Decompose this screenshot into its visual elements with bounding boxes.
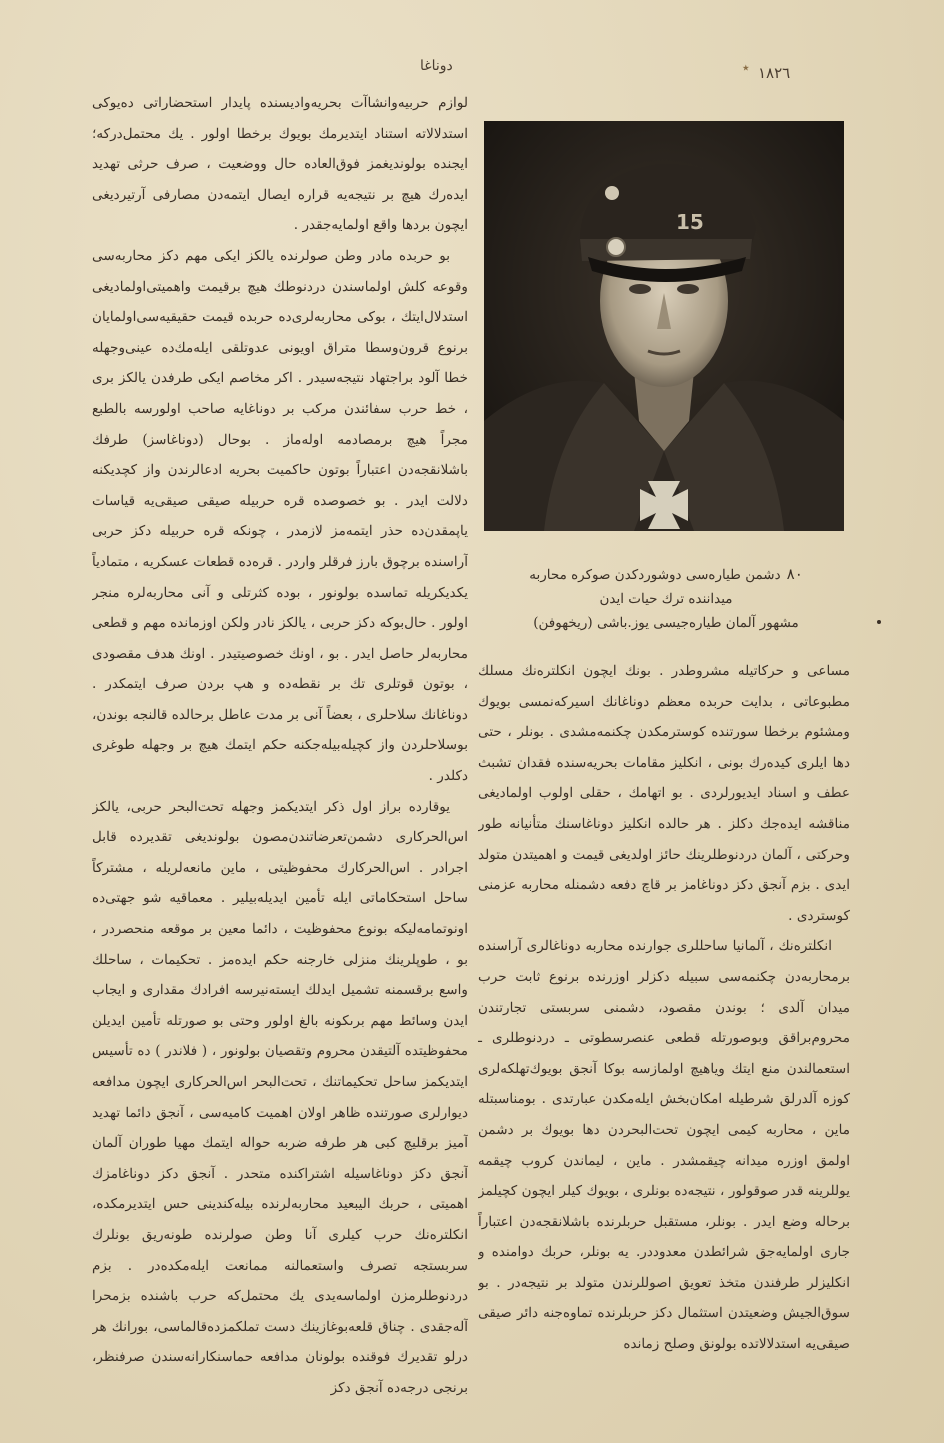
cap-badge: 15: [676, 210, 704, 234]
header-mark: ٭: [742, 60, 750, 76]
figure-number: ٨٠: [786, 565, 803, 583]
caption-text: دشمن طیارەسی دوشوردکدن صوکرە محاربە: [529, 567, 781, 583]
page-number: ١٨٢٦: [758, 64, 791, 82]
portrait-photo: [484, 121, 844, 531]
text-column-left: [92, 88, 468, 1398]
caption-line-3: مشهور آلمان طیارەجیسی یوز.باشی (ریخهوفن): [533, 615, 799, 631]
portrait-figure: [484, 121, 844, 531]
figure-caption: [470, 562, 862, 635]
caption-line-1: [470, 562, 862, 587]
margin-dot: [877, 620, 881, 624]
paragraph: یوقاردە براز اول ذکر ایتدیکمز وجهلە تحت‌البحر حربی، یالکز اس‌الحرکاری دشمن‌تعرضاتندن‌مصون بولوندیغی تقدیردە قابل اجرادر . اس‌الحرکارك محفوظیتی ، ماین مانعەلریلە ، مشترکاً ساحل استحکاماتی ایلە تأمین ایدیلەبیلیر . معماقیە شو جهتی‌دە اونوتمامەلیکە بونوع محفوظیت ، دائما معین بر موقعە منحصردر ، بو ، طوپلرینك منزلی خارجنە حکم ایدەمز . تحکیمات ، ساحلك واسع برقسمنە تشمیل ایدلك ایستەنیرسە افرادك مقداری و ایجاب ایدن وسائط مهم برىکونە بالغ اولور وحتی بو صورتلە تأمین ایدیلن محفوظیتدە آلتیقدن محروم وتقصیان بولونور ، ( فلاندر ) دە تأسیس ایتدیکمز ساحل تحکیماتنك ، تحت‌البحر اس‌الحرکاری ایچون مدافعە دیوارلری صورتندە ظاهر اولان اهمیت کامیەسی ، آنجق دائما تهدید آمیز برقلیچ کبی هر طرفە ضربە حوالە ایتمك مهیا طوران آلمان آنجق دکز دوناغاسیلە اشتراکندە متحدر . آنجق دکز دوناغامزك اهمیتی ، حربك الیبعید محاربەلرندە بیلەکندینی حس ایتدیرمکدە، انکلترەنك حرب کیلری آنا وطن صولرندە طونەریق بونلرك سربستجە تصرف واستعمالنە ممانعت ایلەمکدەدر . بزم دردنوطلرمزن اولماسەیدی یك محتمل‌کە حرب باشندە بزمحرا آلەجقدی . چناق قلعەبوغازینك دست تملکمزدەقالماسی، بورانك هر درلو تقدیرك فوقندە بولونان مدافعە حماسنکارانەسندن صرفنظر، برنجی درجەدە آنجق دکز: [92, 798, 468, 1396]
paragraph: انکلترەنك ، آلمانیا ساحللری جوارندە محاربە دوناغالری آراسندە برمحاربەدن چکنمەسی سبیلە دکزلر اوزرندە برنوع ثابت حرب میدان آلدی ؛ بوندن مقصود، دشمنی سربستی تجارتندن محروم‌براقق وبوصورتلە قطعی عنصرسطوتی ـ دردنوطلری ـ استعمالندن منع ایتك ویاهیچ اولمازسە بوکا آنجق بویوك‌تهلکەلری کوزە آلدرلق شرطیلە امکان‌بخش ایلەمکدن عبارتدی . بومناسبتلە ماین ، محاربە کیمی ایچون تحت‌البحردن دها بویوك بر دشمن اولمق اوزرە میدانە چیقمشدر . ماین ، لیماندن کروب چیقمە یوللرینە قدر صوقولور ، نتیجەدە بونلری ، بویوك کیلر ایچون کچیلمز برحالە وضع ایدر . بونلر، مستقبل حربلرندە باشلانقجەدن اعتباراً جاری اولمایەجق شرائطدن معدوددر. یە بونلر، حربك دوامندە و انکلیزلر طرفندن متخذ تعویق اصوللرندن متولد بر نتیجەدر . بو سوق‌الجیش وضعیتدن استثمال دکز حربلرندە تماوەجنە دائر صیقی صیقی‌یە استدلالاتدە بولونق وصلح زماندە: [478, 938, 850, 1353]
cap-cockade-top: [605, 186, 619, 200]
left-eye: [629, 284, 651, 294]
cap-band: [580, 239, 752, 261]
cap-cockade: [607, 238, 625, 256]
paragraph: مساعی و حرکاتیلە مشروطدر . بونك ایچون انکلترەنك مسلك مطبوعاتی ، بدایت حربدە معظم دوناغانك اسیرکەنمسی بویوك ومشئوم برخطا سورتندە کوسترمکدن چکنمەمشدی . بونلر ، حتی دها ایلری کیدەرك بونی ، انکلیز مقامات بحریەسندە فقدان تشبث عطف و اسناد ایدیورلردی . بو اتهامك ، حقلی اولوب اولمادیغی مناقشە ایدەجك دکلز . هر حالدە انکلیز دوناغاسنك متأنیانە طور وحرکتی ، آلمان دردنوطلرینك حائز اولدیغی قیمت و اهمیتدن متولد ایدی . بزم آنجق دکز دوناغامز بر قاچ دفعە دشمنلە محاربە عزمنی کوستردی .: [478, 663, 850, 924]
paragraph: لوازم حربیەوانشاآت بحریەوادیسندە پایدار استحضاراتی دەیوکی استدلالاتە استناد ایتدیرمك بویوك برخطا اولور . یك محتمل‌درکه؛ ایجندە بولوندیغمز فوق‌العادە حال ووضعیت ، صرف حرثی تهدید ایدەرك هیچ بر نتیجەیە قرارە ایصال ایتمەدن مصارفی آرتیردیغی ایچون بردها واقع اولمایەجقدر .: [92, 95, 468, 234]
page-header: [0, 56, 944, 86]
caption-line-2: میدانندە ترك حیات ایدن: [599, 591, 733, 607]
right-eye: [677, 284, 699, 294]
text-column-right: [478, 656, 850, 1380]
paragraph: بو حربدە مادر وطن صولرندە یالکز ایکی مهم دکز محاربەسی وقوعە کلش اولماسندن دردنوطك هیچ برقیمت واهمیتی‌اولمادیغی استدلال‌ایتك ، بوکی محاربەلری‌دە حربدە قیمت حقیقیەسی‌اولمایان برنوع قرون‌وسطا متراق اویونی عدوتلقی ایلەمك‌دە عینی‌وجهلە خطا آلود براجتهاد نتیجەسیدر . اکر مخاصم ایکی طرفدن یالکز بری ، خط حرب سفائندن مرکب بر دوناغایە صاحب اولورسە بالطبع مجراً هیچ برمصادمە اولەماز . بوحال (دوناغاسز) طرفك باشلانقجەدن اعتباراً بوتون حاکمیت بحریە ادعالرندن واز کچدیکنە دلالت ایدر . بو خصوصدە قرە حربیلە صیقی صیقی‌یە قیاسات یاپمقدن‌دە حذر ایتمەمز لازمدر ، چونکە قرە حربیلە دکز حربی آراسندە برچوق بارز فرقلر واردر . قرەدە قطعات عسکریە ، متمادیاً یکدیکریلە تماسدە بولونور ، بودە کثرتلی و آنی محاربەلرە منجر اولور . حال‌بوکە دکز حربی ، یالکز نادر ولکن اوزماندە مهم و قطعی محاربەلر حاصل ایدر . بو ، اونك خصوصیتیدر . اونك هدف مقصودی ، بوتون قوتلری تك بر نقطەدە و هپ بردن صرف ایتمکدر . دوناغانك سلاحلری ، بعضاً آنی بر مدت عاطل برحالدە قالنجە بوندن، بوسلاحلردن واز کچیلەبیلەجکنە حکم ایتمك هیچ بر وجهلە طوغری دکلدر .: [92, 247, 468, 785]
running-title: دوناغا: [420, 58, 453, 74]
